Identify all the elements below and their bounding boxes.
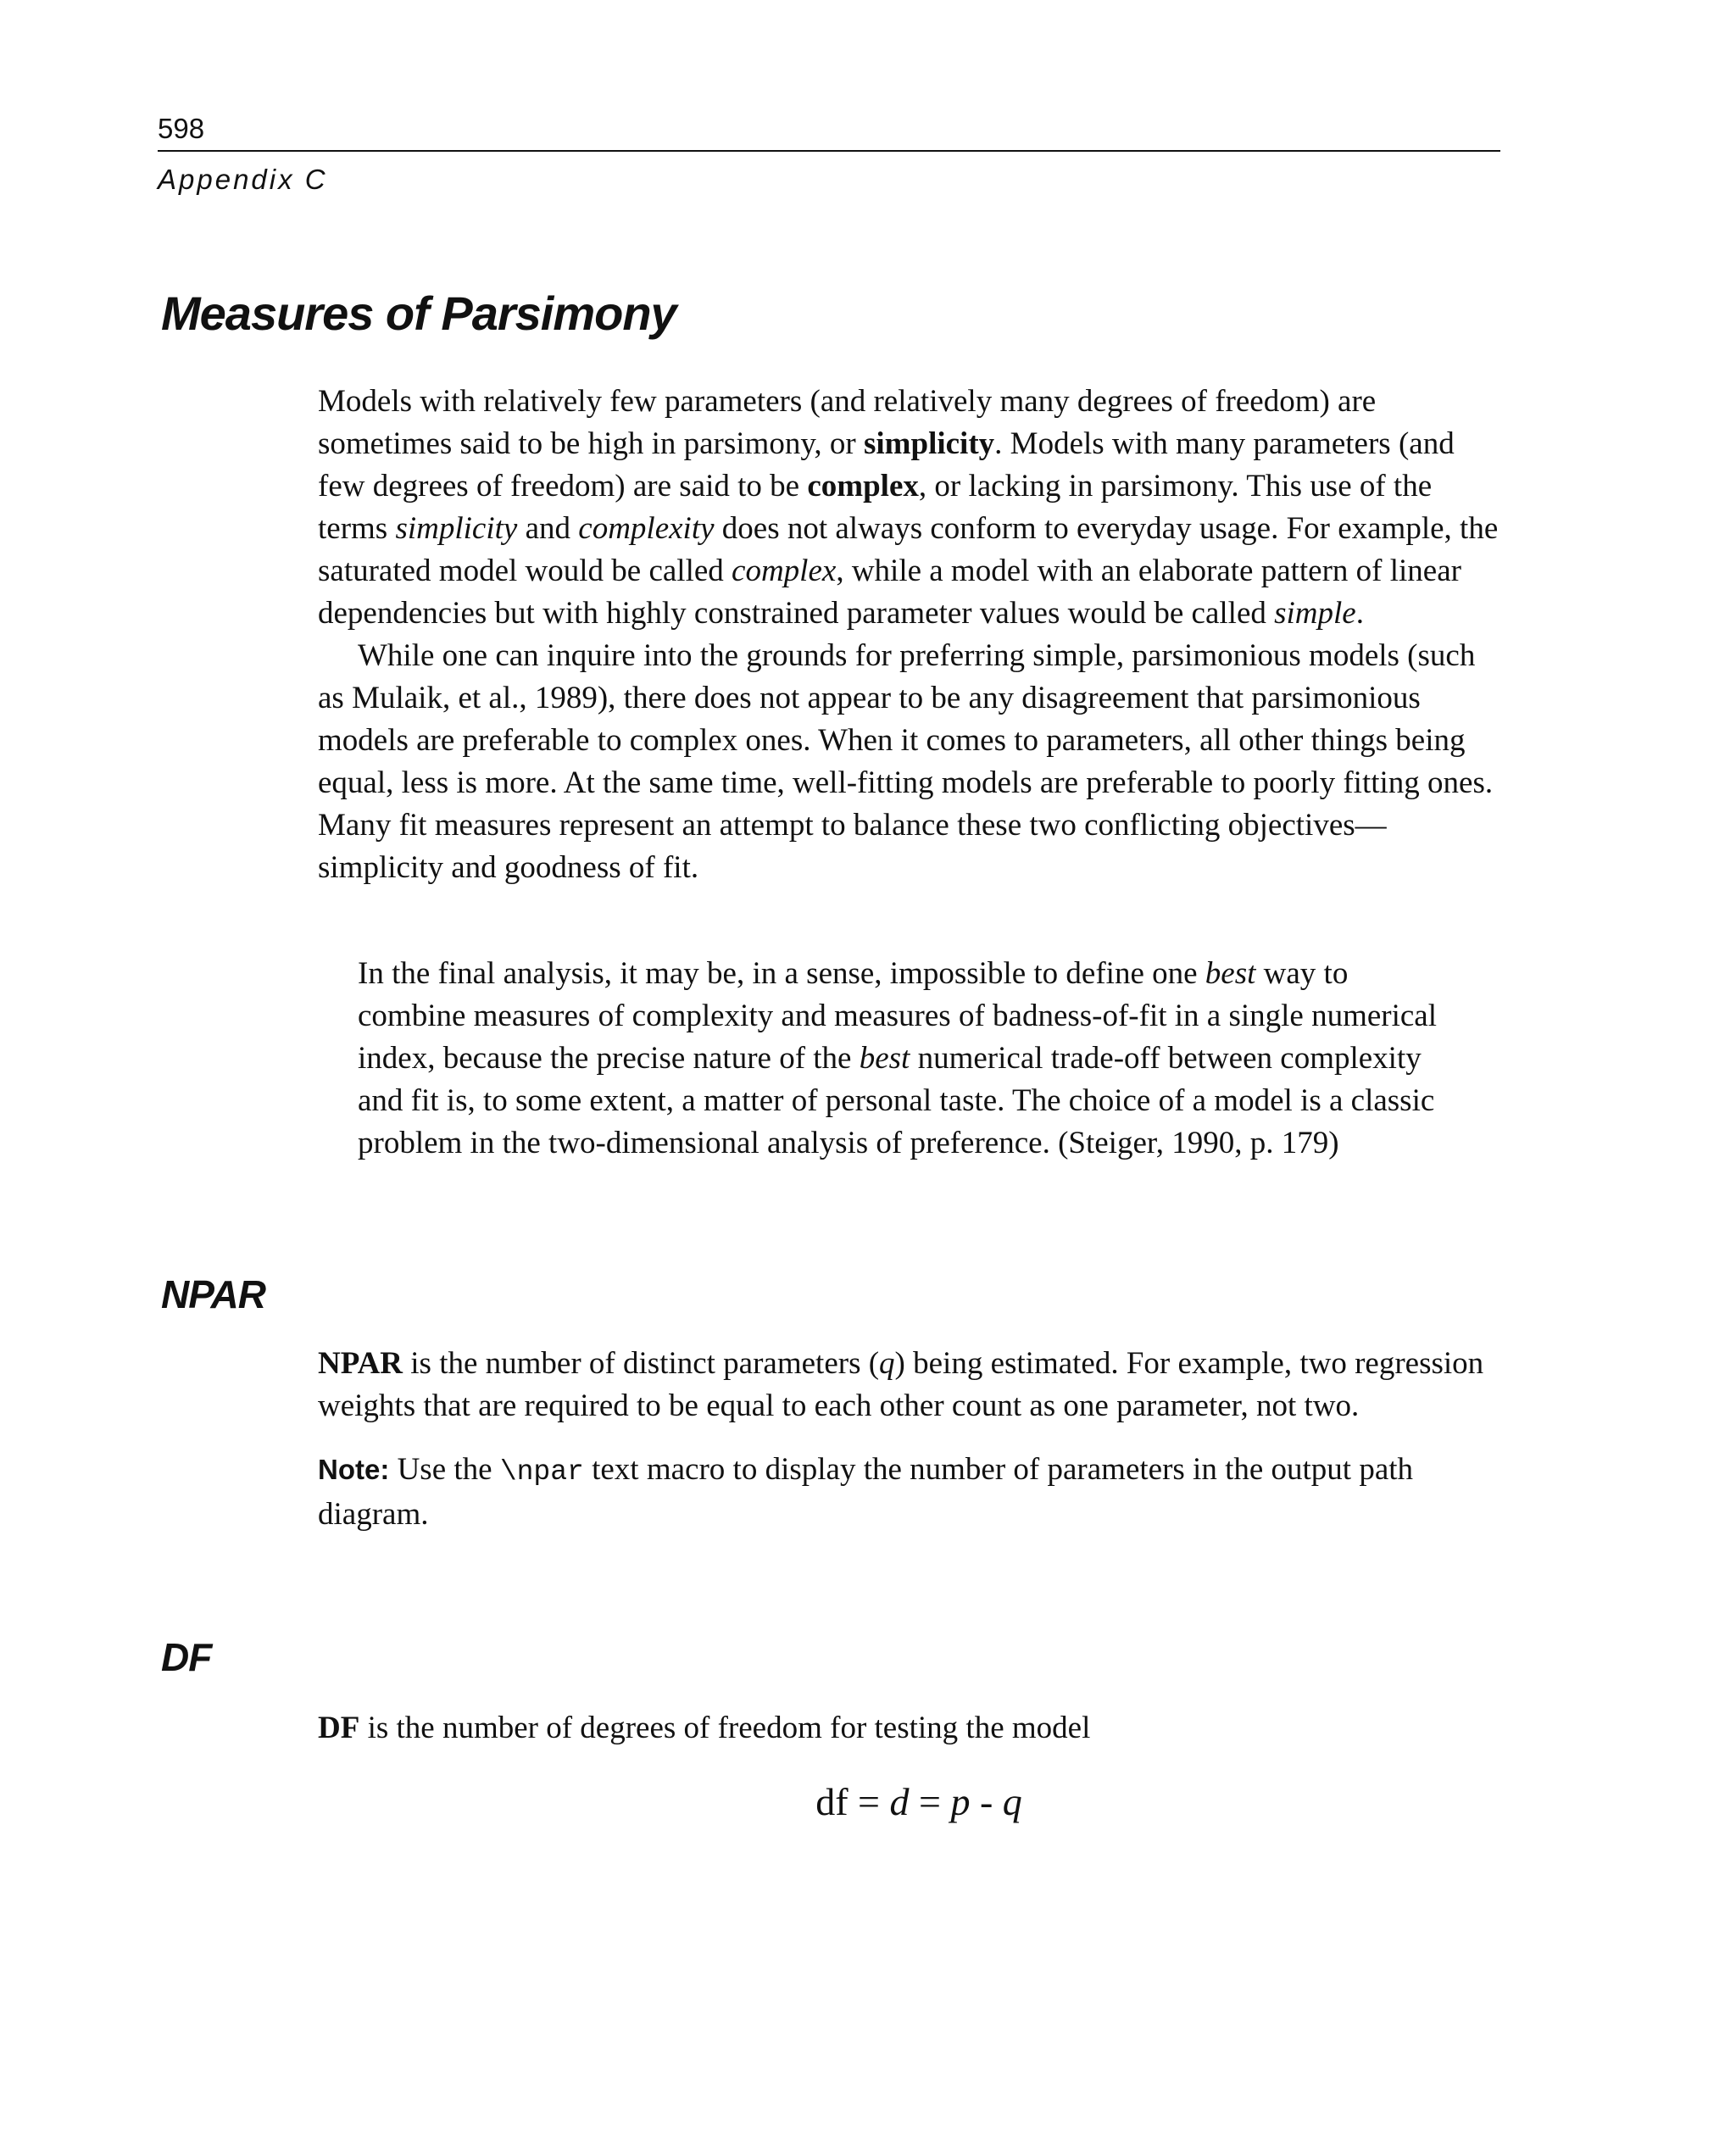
running-head: Appendix C (158, 164, 328, 195)
term-df: DF (318, 1711, 360, 1745)
steiger-quote: In the final analysis, it may be, in a sense, impossible to define one best way to combine measures of complexity and measures of badness-of-fit in a single numerical index, because the precise nature of the best numerical trade-off between complexity and fit is, to some extent, a matter of personal taste. The choice of a model is a classic problem in the two-dimensional analysis of preference. (Steiger, 1990, p. 179) (358, 956, 1438, 1160)
section-heading-npar: NPAR (161, 1272, 265, 1316)
npar-paragraph: NPAR is the number of distinct parameters (q) being estimated. For example, two regression weights that are required to be equal to each other count as one parameter, not two. (318, 1346, 1484, 1423)
npar-note: Note: Use the \npar text macro to display the number of parameters in the output path diagram. (318, 1452, 1414, 1532)
df-formula: df = d = p - q (815, 1780, 1022, 1823)
df-body (318, 1707, 1505, 1750)
section-heading-df: DF (161, 1635, 212, 1679)
note-label: Note: (318, 1454, 390, 1485)
section-heading-parsimony: Measures of Parsimony (161, 287, 676, 340)
page-number: 598 (158, 113, 205, 144)
header-rule (158, 150, 1500, 152)
df-paragraph: DF is the number of degrees of freedom for testing the model (318, 1711, 1091, 1745)
parsimony-body (318, 381, 1505, 889)
term-complex: complex (807, 469, 919, 504)
npar-body (318, 1343, 1505, 1536)
parsimony-paragraph-2: While one can inquire into the grounds for preferring simple, parsimonious models (such as Mulaik, et al., 1989), there does not appear to be any disagreement that parsimonious models are preferable to complex ones. When it comes to parameters, all other things being equal, less is more. At the same time, well-fitting models are preferable to poorly fitting ones. Many fit measures represent an attempt to balance these two conflicting objectives—simplicity and goodness of fit. (318, 638, 1494, 885)
npar-macro-code: \npar (499, 1456, 584, 1488)
term-npar: NPAR (318, 1346, 403, 1381)
parsimony-paragraph-1: Models with relatively few parameters (and relatively many degrees of freedom) are sometimes said to be high in parsimony, or simplicity. Models with many parameters (and few degrees of freedom) are said to be complex, or lacking in parsimony. This use of the terms simplicity and complexity does not always conform to everyday usage. For example, the saturated model would be called complex, while a model with an elaborate pattern of linear dependencies but with highly constrained parameter values would be called simple. (318, 384, 1499, 631)
term-simplicity: simplicity (864, 426, 995, 461)
